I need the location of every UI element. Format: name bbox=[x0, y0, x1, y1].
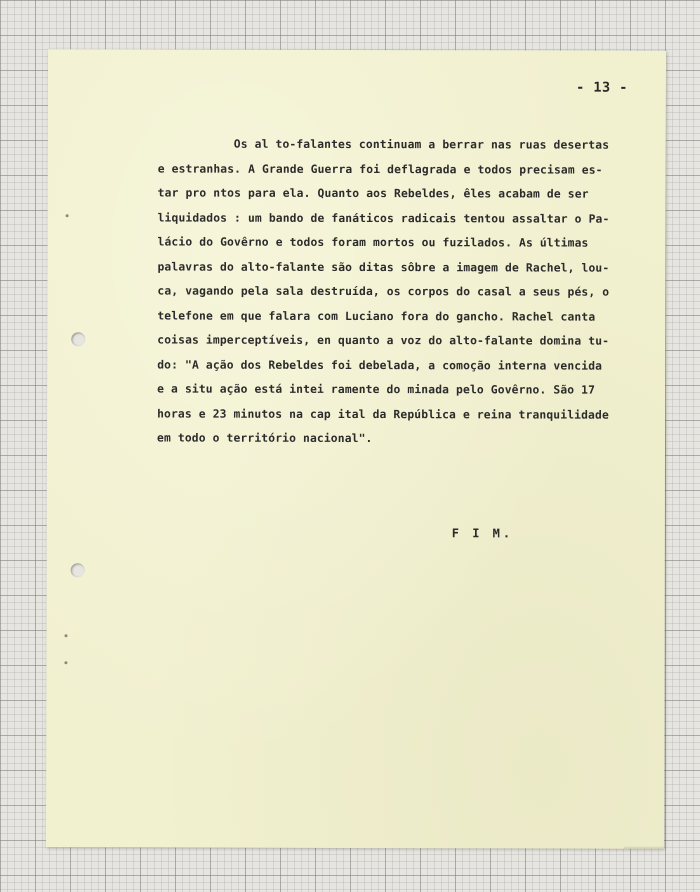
margin-mark bbox=[66, 214, 69, 217]
text-line: em todo o território nacional". bbox=[157, 431, 373, 446]
text-line: Os al to-falantes continuam a berrar nas ruas desertas bbox=[233, 137, 610, 152]
text-line: palavras do alto-falante são ditas sôbre a imagem de Rachel, lou- bbox=[157, 259, 610, 275]
document-page bbox=[46, 49, 666, 849]
body-paragraph bbox=[157, 132, 638, 452]
text-line: ca, vagando pela sala destruída, os corpos do casal a seus pés, o bbox=[157, 284, 610, 299]
text-line: lácio do Govêrno e todos foram mortos ou fuzilados. As últimas bbox=[157, 235, 589, 250]
text-line: do: "A ação dos Rebeldes foi debelada, a comoção interna vencida bbox=[157, 357, 603, 373]
text-line: e estranhas. A Grande Guerra foi deflagrada e todos precisam es- bbox=[157, 161, 603, 177]
punch-hole bbox=[71, 332, 85, 346]
text-line: e a situ ação está intei ramente do minada pelo Govêrno. São 17 bbox=[157, 382, 596, 397]
text-line: horas e 23 minutos na cap ital da República e reina tranquilidade bbox=[157, 406, 609, 422]
text-line: liquidados : um bando de fanáticos radicais tentou assaltar o Pa- bbox=[157, 210, 610, 226]
text-line: telefone em que falara com Luciano fora do gancho. Rachel canta bbox=[157, 308, 596, 324]
page-number: - 13 - bbox=[576, 79, 628, 96]
text-line: tar pro ntos para ela. Quanto aos Rebeldes, êles acabam de ser bbox=[157, 186, 589, 201]
end-mark: F I M. bbox=[451, 526, 514, 541]
text-line: coisas imperceptíveis, en quanto a voz do alto-falante domina tu- bbox=[157, 333, 610, 348]
margin-mark bbox=[65, 634, 68, 637]
punch-hole bbox=[71, 563, 85, 577]
margin-mark bbox=[64, 661, 67, 664]
page-edge-shadow bbox=[624, 847, 664, 849]
